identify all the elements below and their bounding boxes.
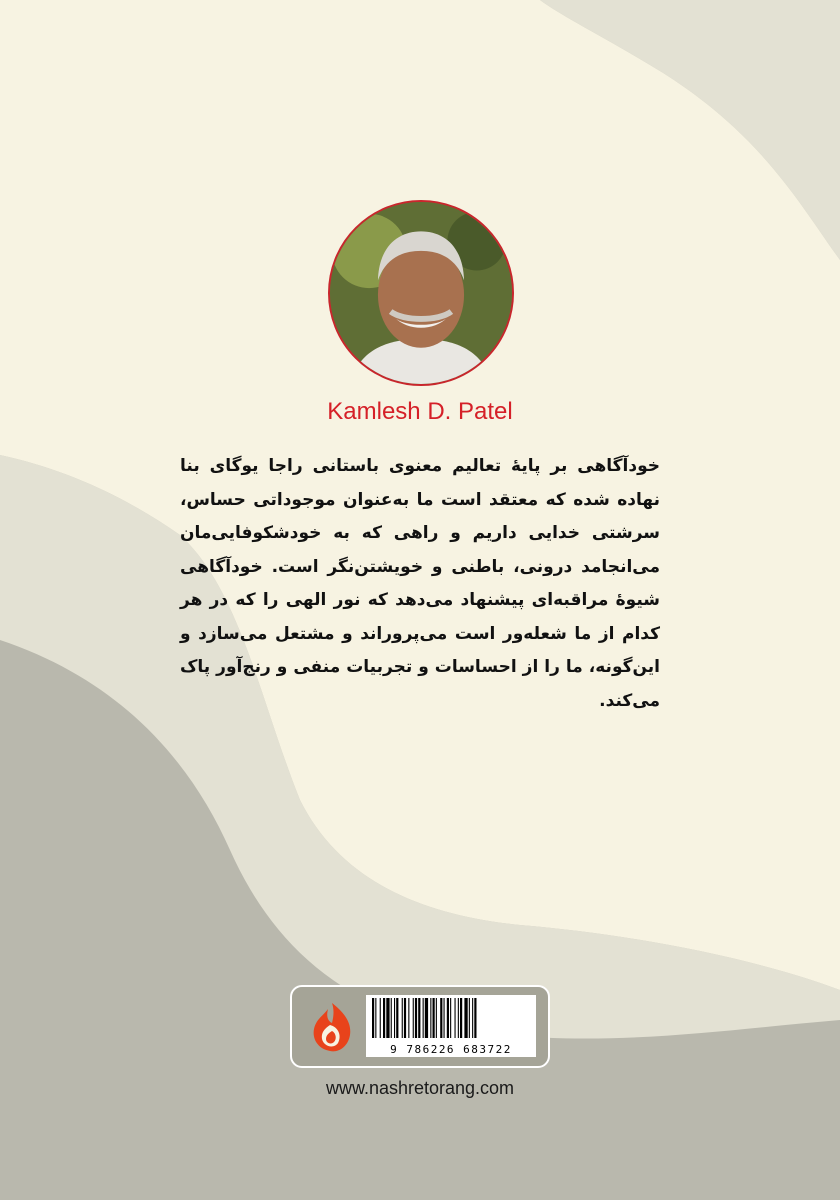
back-cover-blurb: خودآگاهی بر پایهٔ تعالیم معنوی باستانی راجا یوگای بنا نهاده شده که معتقد است ما به‌عنوان موجوداتی حساس، سرشتی خدایی داریم و راهی که به خودشکوفایی‌مان می‌انجامد درونی، باطنی و خویشتن‌نگر است. خودآگاهی شیوهٔ مراقبه‌ای پیشنهاد می‌دهد که نور الهی را که در هر کدام از ما شعله‌ور است می‌پروراند و مشتعل می‌سازد و این‌گونه، ما را از احساسات و تجربیات منفی و رنج‌آور پاک می‌کند. bbox=[180, 456, 660, 711]
author-name: Kamlesh D. Patel bbox=[327, 398, 513, 425]
barcode-panel bbox=[290, 985, 550, 1068]
isbn-number: 9 786226 683722 bbox=[390, 1043, 512, 1056]
isbn-barcode bbox=[366, 995, 536, 1057]
publisher-website: www.nashretorang.com bbox=[325, 1078, 515, 1098]
author-portrait bbox=[328, 200, 514, 386]
publisher-logo-icon bbox=[304, 999, 360, 1055]
